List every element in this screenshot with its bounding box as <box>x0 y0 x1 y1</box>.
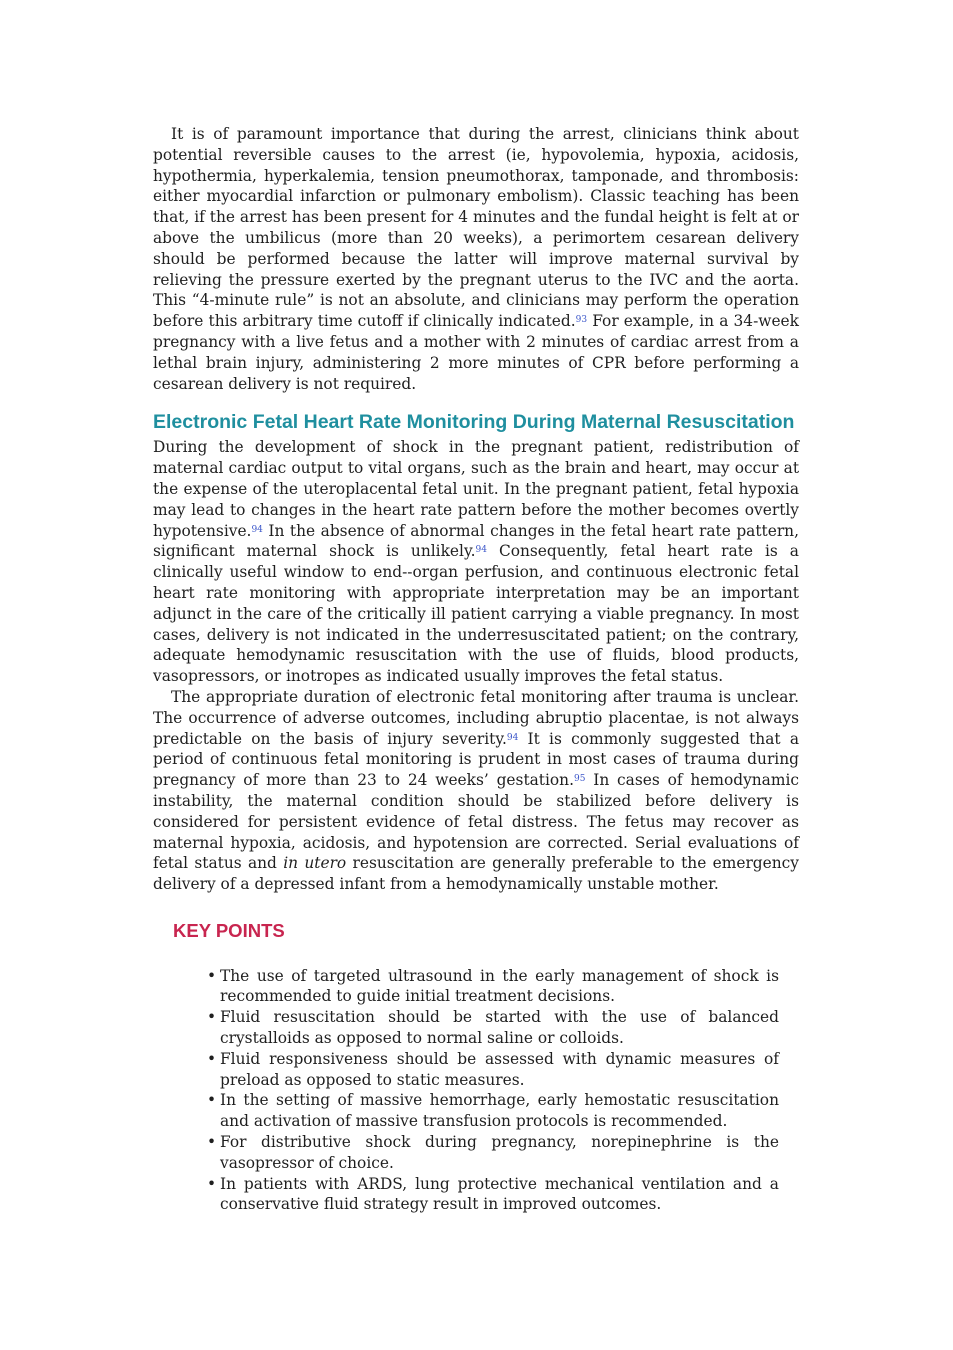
key-point-item <box>207 1049 779 1091</box>
bullet-icon: • <box>207 1133 217 1152</box>
key-points-title: KEY POINTS <box>173 919 285 941</box>
reference-link[interactable]: 94 <box>251 524 263 535</box>
reference-link[interactable]: 93 <box>575 315 588 326</box>
text: During the development of shock in the pregnant patient, redistribution of maternal cardiac output to vital organs, such as the brain and heart, may occur at the expense of the uteroplacental fetal unit. In the pregnant patient, fetal hypoxia may lead to changes in the heart rate pattern before the mother becomes overtly hypotensive. <box>153 438 799 540</box>
bullet-icon: • <box>207 1091 217 1110</box>
key-point-item <box>207 1007 779 1049</box>
key-point-item <box>207 1132 779 1174</box>
key-point-text: The use of targeted ultrasound in the early management of shock is recommended to guide initial treatment decisions. <box>220 966 779 1006</box>
reference-link[interactable]: 94 <box>506 732 519 743</box>
reference-link[interactable]: 95 <box>573 774 586 785</box>
key-point-text: In the setting of massive hemorrhage, early hemostatic resuscitation and activation of massive transfusion protocols is recommended. <box>220 1091 779 1131</box>
text: In cases of hemodynamic instability, the maternal condition should be stabilized before delivery is considered for persistent evidence of fetal distress. The fetus may recover as maternal hypoxia, acidosis, and hypotension are corrected. Serial evaluations of fetal status and <box>153 771 799 873</box>
paragraph-perimortem-cesarean <box>153 124 799 394</box>
text: It is of paramount importance that during the arrest, clinicians think about potential reversible causes to the arrest (ie, hypovolemia, hypoxia, acidosis, hypothermia, hyperkalemia, tension pneumothorax, tamponade, and thrombosis: either myocardial infarction or pulmonary embolism). Classic teaching has been that, if the arrest has been present for 4 minutes and the fundal height is felt at or above the umbilicus (more than 20 weeks), a perimortem cesarean delivery should be performed because the latter will improve maternal survival by relieving the pressure exerted by the pregnant uterus to the IVC and the aorta. This “4-minute rule” is not an absolute, and clinicians may perform the operation before this arbitrary time cutoff if clinically indicated. <box>153 125 799 331</box>
italic-term: in utero <box>283 854 347 873</box>
text: In the absence of abnormal changes in the fetal heart rate pattern, significant maternal shock is unlikely. <box>153 521 799 561</box>
paragraph-fetal-monitoring <box>153 437 799 687</box>
section-heading: Electronic Fetal Heart Rate Monitoring During Maternal Resuscitation <box>153 411 795 434</box>
key-points-box <box>153 921 799 1215</box>
bullet-icon: • <box>207 1049 217 1068</box>
text: It is commonly suggested that a period of continuous fetal monitoring is prudent in most cases of trauma during pregnancy of more than 23 to 24 weeks’ gestation. <box>153 729 799 790</box>
key-points-list <box>153 966 799 1216</box>
reference-link[interactable]: 94 <box>475 545 487 556</box>
article-page <box>153 124 799 1215</box>
key-point-text: In patients with ARDS, lung protective mechanical ventilation and a conservative fluid strategy result in improved outcomes. <box>220 1174 779 1214</box>
key-point-text: Fluid resuscitation should be started with the use of balanced crystalloids as opposed to normal saline or colloids. <box>220 1008 779 1048</box>
text: resuscitation are generally preferable to the emergency delivery of a depressed infant from a hemodynamically unstable mother. <box>153 854 799 894</box>
paragraph-monitoring-duration <box>153 687 799 895</box>
key-point-item <box>207 966 779 1008</box>
text: The appropriate duration of electronic fetal monitoring after trauma is unclear. The occurrence of adverse outcomes, including abruptio placentae, is not always predictable on the basis of injury severity. <box>153 687 799 748</box>
key-point-text: For distributive shock during pregnancy, norepinephrine is the vasopressor of choice. <box>220 1133 779 1172</box>
key-point-item <box>207 1090 779 1132</box>
text: Consequently, fetal heart rate is a clinically useful window to end--organ perfusion, and continuous electronic fetal heart rate monitoring with appropriate interpretation may be an important adjunct in the care of the critically ill patient carrying a viable pregnancy. In most cases, delivery is not indicated in the underresuscitated patient; on the contrary, adequate hemodynamic resuscitation with the use of fluids, blood products, vasopressors, or inotropes as indicated usually improves the fetal status. <box>153 542 799 686</box>
bullet-icon: • <box>207 966 217 985</box>
key-point-text: Fluid responsiveness should be assessed with dynamic measures of preload as opposed to static measures. <box>220 1049 779 1089</box>
bullet-icon: • <box>207 1174 217 1193</box>
text: For example, in a 34-week pregnancy with a live fetus and a mother with 2 minutes of cardiac arrest from a lethal brain injury, administering 2 more minutes of CPR before performing a cesarean delivery is not required. <box>153 312 799 393</box>
key-point-item <box>207 1174 779 1216</box>
bullet-icon: • <box>207 1008 217 1027</box>
